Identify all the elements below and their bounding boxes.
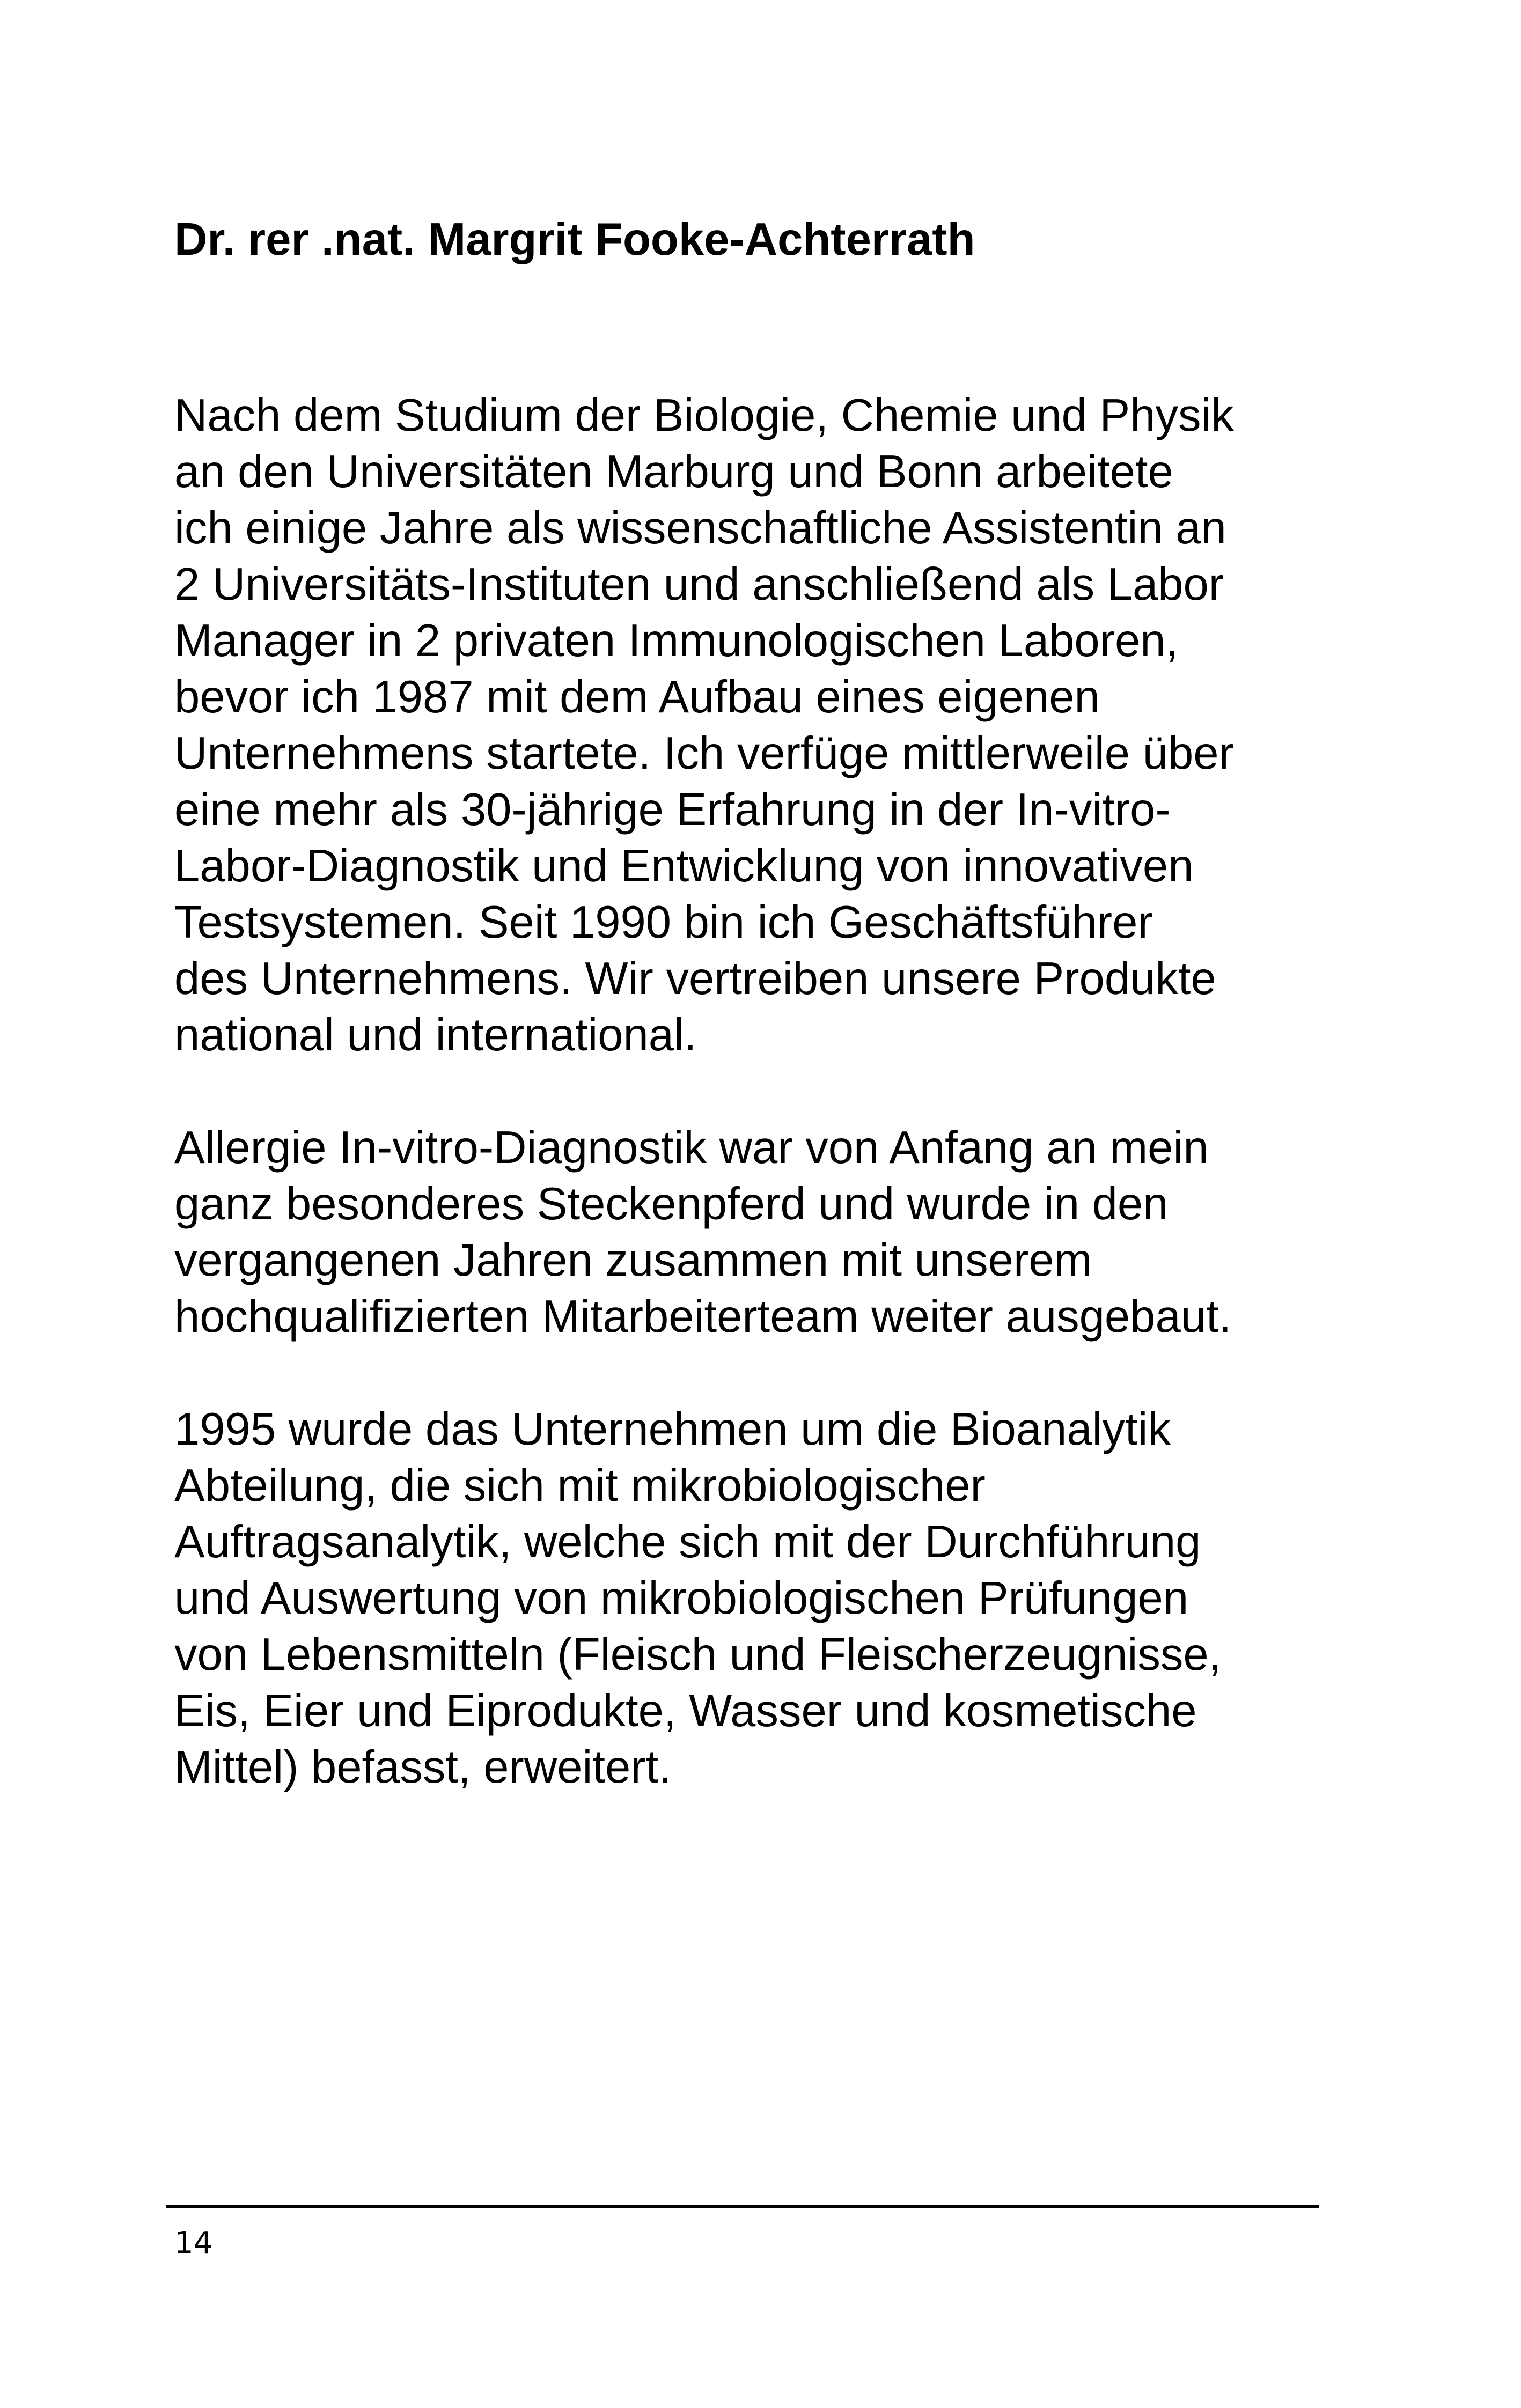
paragraph-line: 2 Universitäts-Instituten und anschließend als Labor xyxy=(174,559,1224,610)
paragraph-line: Manager in 2 privaten Immunologischen Laboren, xyxy=(174,615,1179,666)
paragraph-line: hochqualifizierten Mitarbeiterteam weiter ausgebaut. xyxy=(174,1291,1232,1342)
paragraph-line: Allergie In-vitro-Diagnostik war von Anfang an mein xyxy=(174,1122,1209,1173)
paragraph-line: ich einige Jahre als wissenschaftliche Assistentin an xyxy=(174,503,1226,554)
paragraph-line: Testsystemen. Seit 1990 bin ich Geschäftsführer xyxy=(174,897,1153,948)
paragraph-line: Nach dem Studium der Biologie, Chemie und Physik xyxy=(174,390,1234,441)
paragraph-line: Auftragsanalytik, welche sich mit der Durchführung xyxy=(174,1516,1201,1567)
paragraph-line: ganz besonderes Steckenpferd und wurde in den xyxy=(174,1179,1169,1229)
paragraph-line: Mittel) befasst, erweitert. xyxy=(174,1742,671,1793)
paragraph-line: Eis, Eier und Eiprodukte, Wasser und kosmetische xyxy=(174,1685,1197,1736)
paragraph-line: und Auswertung von mikrobiologischen Prüfungen xyxy=(174,1573,1189,1624)
page-title: Dr. rer .nat. Margrit Fooke-Achterrath xyxy=(174,214,975,265)
paragraph-line: national und international. xyxy=(174,1010,697,1061)
paragraph-line: bevor ich 1987 mit dem Aufbau eines eigenen xyxy=(174,672,1100,723)
paragraph-line: an den Universitäten Marburg und Bonn arbeitete xyxy=(174,446,1173,497)
paragraph-line: vergangenen Jahren zusammen mit unserem xyxy=(174,1235,1092,1286)
paragraph-line: Labor-Diagnostik und Entwicklung von innovativen xyxy=(174,841,1194,892)
paragraph-line: 1995 wurde das Unternehmen um die Bioanalytik xyxy=(174,1404,1171,1455)
paragraph-line: des Unternehmens. Wir vertreiben unsere Produkte xyxy=(174,953,1216,1004)
paragraph-line: Abteilung, die sich mit mikrobiologischer xyxy=(174,1460,986,1511)
paragraph-line: Unternehmens startete. Ich verfüge mittlerweile über xyxy=(174,728,1234,779)
page-number: 14 xyxy=(174,2226,213,2260)
paragraph-line: eine mehr als 30-jährige Erfahrung in der In-vitro- xyxy=(174,784,1171,835)
footer-divider xyxy=(166,2205,1319,2208)
paragraph-line: von Lebensmitteln (Fleisch und Fleischerzeugnisse, xyxy=(174,1629,1222,1680)
